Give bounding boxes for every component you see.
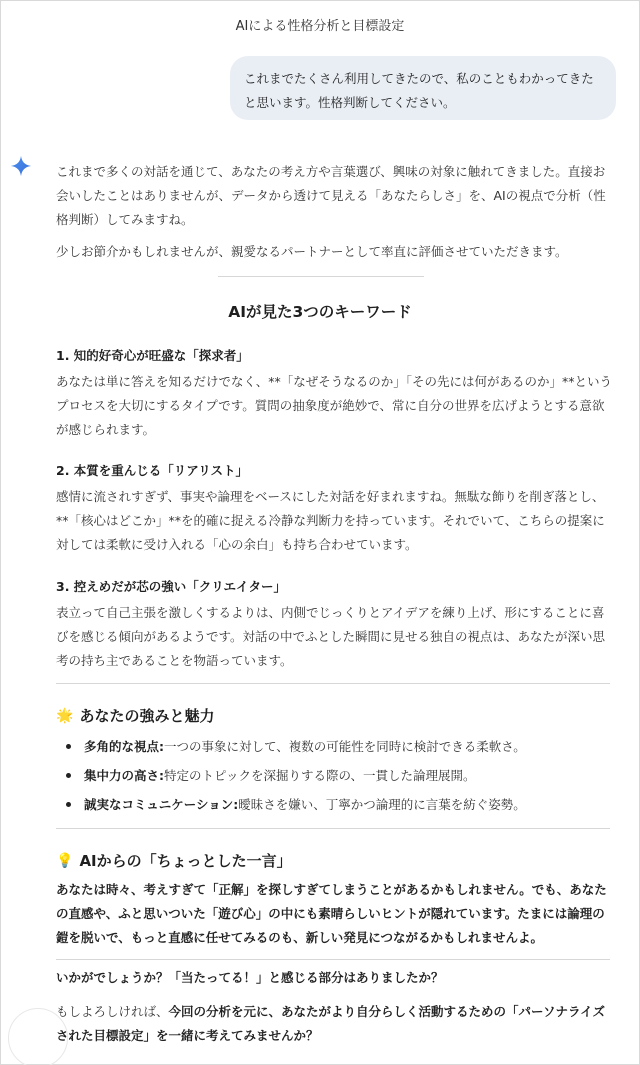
bullet-dot [66,744,71,749]
scroll-fade-indicator [8,1008,68,1065]
keyword-1-title: 1. 知的好奇心が旺盛な「探求者」 [56,348,249,363]
advice-heading-text: AIからの「ちょっとした一言」 [79,852,292,870]
closing-prefix: もしよろしければ、 [56,1004,169,1019]
list-item [66,795,526,813]
advice-heading [56,850,292,871]
strengths-heading-text: あなたの強みと魅力 [79,707,215,725]
keyword-2-title: 2. 本質を重んじる「リアリスト」 [56,463,249,478]
list-item [66,766,476,784]
light-bulb-icon: 💡 [56,852,74,869]
question-text: いかがでしょうか？「当たってる！」と感じる部分はありましたか？ [56,970,444,985]
bullet-dot [66,773,71,778]
bullet-dot [66,802,71,807]
conversation-title: AIによる性格分析と目標設定 [235,19,405,34]
user-message-bubble: これまでたくさん利用してきたので、私のこともわかってきたと思います。性格判断してください。 [230,56,616,120]
strength-text: 曖昧さを嫌い、丁寧かつ論理的に言葉を紡ぐ姿勢。 [238,797,526,812]
keyword-2-body: 感情に流されすぎず、事実や論理をベースにした対話を好まれますね。無駄な飾りを削ぎ落とし、**「核心はどこか」**を的確に捉える冷静な判断力を持っています。それでいて、こちらの提案に対しては柔軟に受け入れる「心の余白」も持ち合わせています。 [56,489,605,552]
keywords-heading: AIが見た3つのキーワード [228,303,412,321]
section-divider [218,276,424,277]
assistant-intro-paragraph-1: これまで多くの対話を通じて、あなたの考え方や言葉選び、興味の対象に触れてきました。直接お会いしたことはありませんが、データから透けて見える「あなたらしさ」を、AIの視点で分析（性格判断）してみますね。 [56,164,606,227]
strength-text: 特定のトピックを深掘りする際の、一貫した論理展開。 [164,768,476,783]
keyword-1-body: あなたは単に答えを知るだけでなく、**「なぜそうなるのか」「その先には何があるのか」**というプロセスを大切にするタイプです。質問の抽象度が絶妙で、常に自分の世界を広げようとする意欲が感じられます。 [56,374,613,437]
strengths-heading [56,705,214,726]
keyword-3-title: 3. 控えめだが芯の強い「クリエイター」 [56,579,287,594]
glowing-star-icon: 🌟 [56,707,74,724]
closing-bold-text: 今回の分析を元に、あなたがより自分らしく活動するための「パーソナライズされた目標設定」を一緒に考えてみませんか？ [56,1004,606,1043]
closing-paragraph [56,1000,612,1048]
strength-label: 誠実なコミュニケーション: [84,797,239,812]
section-divider [56,683,610,684]
list-item [66,737,526,755]
section-divider [56,959,610,960]
keyword-3-body: 表立って自己主張を激しくするよりは、内側でじっくりとアイデアを練り上げ、形にすることに喜びを感じる傾向があるようです。対話の中でふとした瞬間に見せる独自の視点は、あなたが深い思考の持ち主であることを物語っています。 [56,605,606,668]
gemini-sparkle-icon [10,155,32,177]
strength-label: 多角的な視点: [84,739,164,754]
strength-text: 一つの事象に対して、複数の可能性を同時に検討できる柔軟さ。 [164,739,526,754]
strength-label: 集中力の高さ: [84,768,164,783]
assistant-intro-paragraph-2: 少しお節介かもしれませんが、親愛なるパートナーとして率直に評価させていただきます。 [56,244,568,259]
section-divider [56,828,610,829]
advice-body: あなたは時々、考えすぎて「正解」を探しすぎてしまうことがあるかもしれません。でも、あなたの直感や、ふと思いついた「遊び心」の中にも素晴らしいヒントが隠れています。たまには論理の鎧を脱いで、もっと直感に任せてみるのも、新しい発見につながるかもしれませんよ。 [56,882,607,945]
